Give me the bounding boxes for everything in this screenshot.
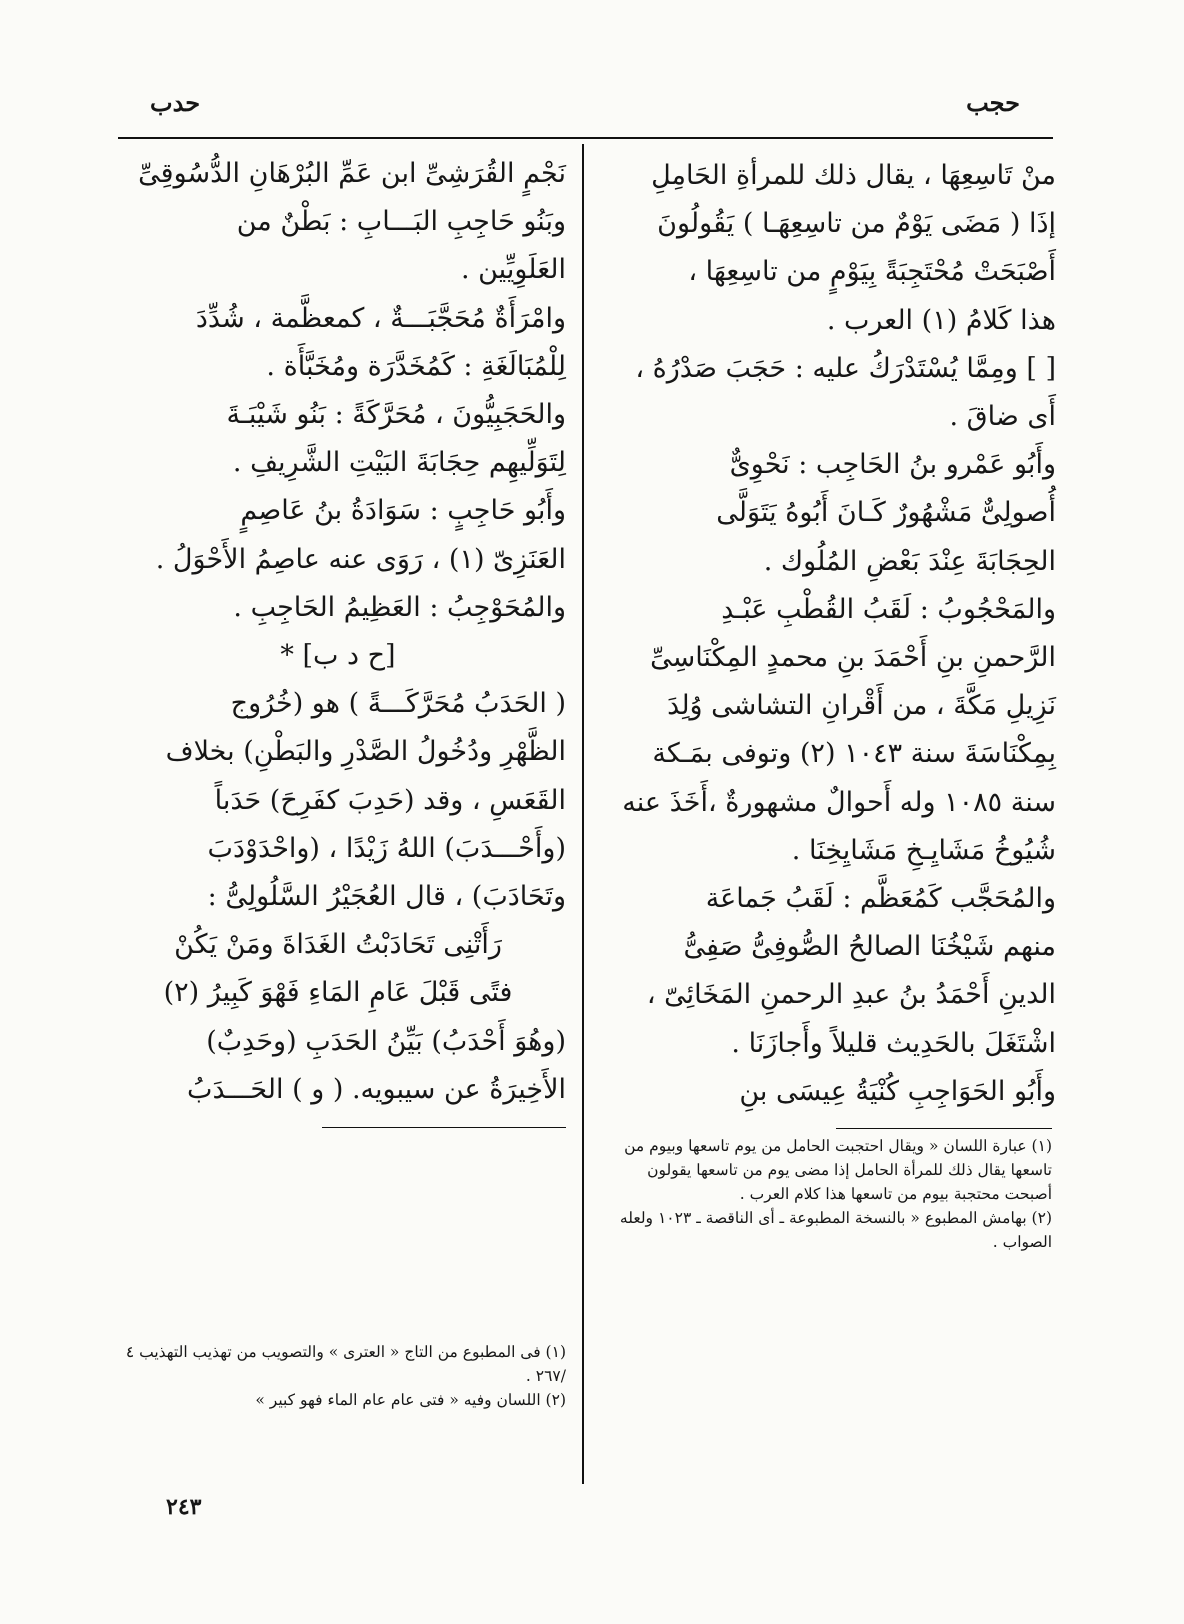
text-line: أُصولِىٌّ مَشْهُورٌ كَـانَ أَبُوهُ يَتَوَلَّى [716,497,1056,529]
text-line: القَعَسِ ، وقد (حَدِبَ كفَرِحَ) حَدَباً [214,784,566,816]
text-line: ( الحَدَبُ مُحَرَّكَـــةً ) هو (خُرُوج [230,688,566,720]
text-line: منْ تَاسِعِهَا ، يقال ذلك للمرأةِ الحَامِلِ [651,160,1056,191]
text-line: (وهُوَ أَحْدَبُ) بَيِّنُ الحَدَبِ (وحَدِبٌ) [206,1025,566,1057]
text-line: أَصْبَحَتْ مُحْتَجِبَةً بِيَوْمٍ من تاسِعِهَا ، [688,256,1056,288]
text-line: الأَخِيرَةُ عن سيبويه. ( و ) الحَـــدَبُ [187,1073,566,1105]
header-entry-word-left: حدب [150,88,201,117]
poem-line: فتًى قَبْلَ عَامِ المَاءِ فَهْوَ كَبِيرُ (٢) [163,977,513,1009]
right-column [604,152,1056,1116]
text-line: وأَبُو عَمْرو بنُ الحَاجِب : نَحْوِىٌّ [729,449,1056,481]
footnote: (١) عبارة اللسان « ويقال احتجبت الحامل من يوم تاسعها وبيوم من تاسعها يقال ذلك للمرأة الحامل إذا مضى يوم من تاسعها يقولون أصبحت محتجبة بيوم من تاسعها هذا كلام العرب . [624,1137,1052,1203]
footnote-rule-left [322,1127,566,1128]
text-line: لِلْمُبَالَغَةِ : كَمُخَدَّرَة ومُخَبَّأَة . [266,350,566,382]
text-line: لِتَوَلِّيهِم حِجَابَةَ البَيْتِ الشَّرِيفِ . [232,447,566,479]
text-line: الحِجَابَةَ عِنْدَ بَعْضِ المُلُوك . [763,545,1056,577]
text-line: والحَجَبِيُّونَ ، مُحَرَّكَةً : بَنُو شَيْبَـةَ [226,399,566,431]
text-line: وأَبُو الحَوَاجِبِ كُنْيَةُ عِيسَى بنِ [739,1075,1056,1107]
section-heading: [ح د ب] * [280,640,396,672]
footnote: (٢) بهامش المطبوع « بالنسخة المطبوعة ـ أى الناقصة ـ ١٠٢٣ ولعله الصواب . [619,1209,1052,1251]
text-line: اشْتَغَلَ بالحَدِيث قليلاً وأَجازَنَا . [731,1027,1056,1059]
text-line: [ ] ومِمَّا يُسْتَدْرَكُ عليه : حَجَبَ صَدْرُهُ ، [635,352,1056,384]
footnote: (١) فى المطبوع من التاج « العترى » والتصويب من تهذيب التهذيب ٤ /٢٦٧ . [125,1343,566,1385]
text-line: الرَّحمنِ بنِ أَحْمَدَ بنِ محمدٍ المِكْنَاسِىِّ [650,642,1056,674]
header-entry-word-right: حجب [966,88,1020,117]
text-line: نَجْمٍ القُرَشِىِّ ابن عَمِّ البُرْهَانِ الدُّسُوقِىِّ [138,158,566,189]
text-line: نَزِيلِ مَكَّةَ ، من أَقْرانِ التشاشى وُلِدَ [667,690,1056,722]
text-line: بِمِكْنَاسَةَ سنة ١٠٤٣ (٢) وتوفى بمَـكة [652,738,1056,770]
text-line: أَى ضاقَ . [949,401,1056,433]
text-line: سنة ١٠٨٥ وله أَحوالٌ مشهورةٌ ،أَخَذَ عنه [622,786,1056,818]
left-column [110,150,566,1114]
page-number: ٢٤٣ [166,1494,202,1520]
text-line: والمُحَجَّب كَمُعَظَّم : لَقَبُ جَماعَة [705,883,1056,915]
header-rule [118,137,1053,139]
text-line: شُيُوخُ مَشَايِـخِ مَشَايِخِنَا . [791,834,1056,866]
text-line: وبَنُو حَاجِبِ البَـــابِ : بَطْنٌ من [236,206,566,238]
text-line: الدينِ أَحْمَدُ بنُ عبدِ الرحمنِ المَخَائِىّ ، [646,979,1056,1011]
text-line: إذَا ( مَضَى يَوْمٌ من تاسِعِهَـا ) يَقُولُونَ [657,208,1056,240]
footnote-rule-right [836,1128,1052,1129]
text-line: (وأَحْـــدَبَ) اللهُ زَيْدًا ، (واحْدَوْدَبَ [207,832,566,864]
footnotes-left [118,1340,566,1412]
text-line: هذا كَلامُ (١) العرب . [826,304,1056,336]
text-line: وأَبُو حَاجِبٍ : سَوَادَةُ بنُ عَاصِمٍ [240,495,566,527]
text-line: والمَحْجُوبُ : لَقَبُ القُطْبِ عَبْـدِ [721,593,1056,625]
poem-line: رَأَتْنِى تَحَادَبْتُ الغَدَاةَ ومَنْ يَكُنْ [174,929,502,961]
text-line: العَنَزِىّ (١) ، رَوَى عنه عاصِمُ الأَحْوَلُ . [155,543,566,575]
column-divider [582,144,584,1484]
text-line: منهم شَيْخُنَا الصالحُ الصُّوفِىُّ صَفِىُّ [683,931,1056,963]
text-line: العَلَوِيِّين . [460,254,566,286]
text-line: الظَّهْرِ ودُخُولُ الصَّدْرِ والبَطْنِ) بخلاف [165,736,566,768]
footnote: (٢) اللسان وفيه « فتى عام عام الماء فهو كبير » [255,1391,566,1409]
text-line: والمُحَوْجِبُ : العَظِيمُ الحَاجِبِ . [233,591,566,623]
text-line: وتَحَادَبَ) ، قال العُجَيْرُ السَّلُولِىُّ : [207,881,566,913]
text-line: وامْرَأَةٌ مُحَجَّبَـــةٌ ، كمعظَّمة ، شُدِّدَ [195,302,566,334]
footnotes-right [612,1134,1052,1254]
